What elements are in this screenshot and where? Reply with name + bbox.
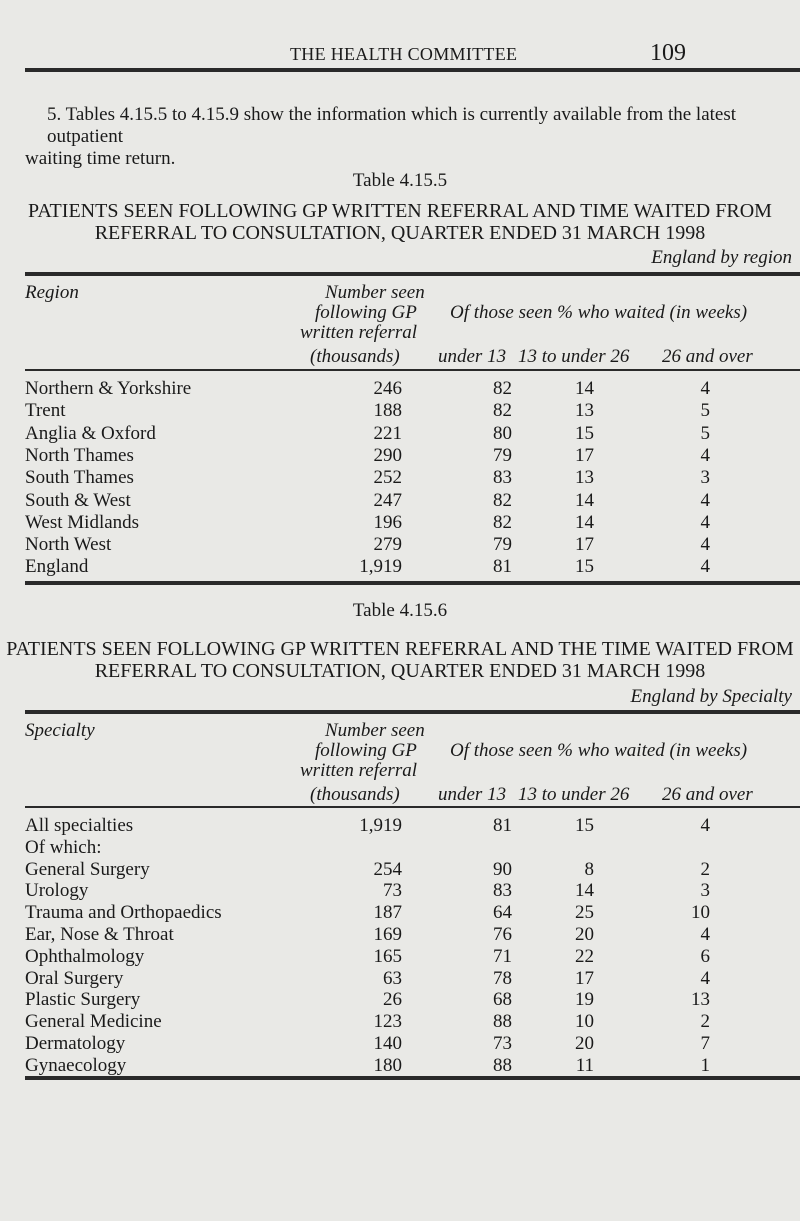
row-under-13: 76: [493, 924, 512, 945]
table2-top-rule: [25, 710, 800, 714]
row-number-seen: 63: [383, 967, 402, 989]
table1-col-number-3: written referral: [300, 322, 417, 343]
table2-heading-line-1: PATIENTS SEEN FOLLOWING GP WRITTEN REFERRAL AND THE TIME WAITED FROM: [6, 638, 794, 660]
row-26-and-over: 3: [700, 880, 710, 902]
row-under-13: 79: [493, 444, 512, 466]
table1-col-number-unit: (thousands): [310, 346, 400, 367]
row-26-and-over: 7: [700, 1033, 710, 1054]
row-13-to-26: 14: [575, 489, 594, 511]
table1-col-region: Region: [25, 282, 79, 303]
row-label: Plastic Surgery: [25, 989, 141, 1011]
row-13-to-26: 8: [584, 858, 594, 880]
row-label: Ophthalmology: [25, 945, 145, 967]
header-rule: [25, 68, 800, 72]
row-number-seen: 246: [373, 378, 402, 399]
row-label: North West: [25, 534, 112, 556]
intro-line-1: 5. Tables 4.15.5 to 4.15.9 show the information which is currently available from the latest outpatient: [47, 104, 737, 147]
row-number-seen: 254: [373, 858, 402, 880]
row-number-seen: 188: [373, 400, 402, 422]
row-label: South & West: [25, 489, 131, 511]
row-number-seen: 165: [373, 945, 402, 967]
row-under-13: 81: [493, 815, 512, 836]
page-number: 109: [650, 40, 686, 66]
row-number-seen: 221: [373, 422, 402, 444]
row-number-seen: 180: [373, 1054, 402, 1076]
table1-col-number-1: Number seen: [325, 282, 425, 303]
row-number-seen: 187: [373, 902, 402, 924]
table2-col-number-3: written referral: [300, 760, 417, 781]
row-label: Gynaecology: [25, 1054, 127, 1076]
table1-bottom-rule: [25, 581, 800, 585]
row-13-to-26: 22: [575, 945, 594, 967]
row-number-seen: 123: [373, 1011, 402, 1033]
row-under-13: 88: [493, 1011, 512, 1033]
row-label: General Medicine: [25, 1011, 162, 1033]
row-label: Ear, Nose & Throat: [25, 924, 174, 945]
row-26-and-over: 4: [700, 967, 710, 989]
table1-heading: [0, 200, 800, 244]
running-header: [0, 40, 800, 70]
row-under-13: 82: [493, 489, 512, 511]
table2-heading-line-2: REFERRAL TO CONSULTATION, QUARTER ENDED 31 MARCH 1998: [94, 660, 706, 682]
row-number-seen: 290: [373, 444, 402, 466]
row-number-seen: 196: [373, 511, 402, 533]
row-26-and-over: 5: [700, 400, 710, 422]
row-26-and-over: 4: [700, 924, 710, 945]
row-13-to-26: 17: [575, 444, 594, 466]
row-label: North Thames: [25, 444, 134, 466]
row-label: Anglia & Oxford: [25, 422, 156, 444]
row-label: Trent: [25, 400, 66, 422]
table2-label: Table 4.15.6: [352, 600, 448, 621]
row-13-to-26: 20: [575, 1033, 594, 1054]
table1-heading-line-1: PATIENTS SEEN FOLLOWING GP WRITTEN REFERRAL AND TIME WAITED FROM: [28, 200, 772, 222]
row-26-and-over: 4: [700, 378, 710, 399]
table2-col-number-1: Number seen: [325, 720, 425, 741]
row-number-seen: 26: [383, 989, 402, 1011]
row-number-seen: 1,919: [359, 815, 402, 836]
row-number-seen: 73: [383, 880, 402, 902]
intro-line-2: waiting time return.: [25, 148, 176, 169]
table1-heading-line-2: REFERRAL TO CONSULTATION, QUARTER ENDED 31 MARCH 1998: [94, 222, 706, 244]
row-26-and-over: 6: [700, 945, 710, 967]
row-number-seen: 169: [373, 924, 402, 945]
row-under-13: 71: [493, 945, 512, 967]
row-label: England: [25, 556, 89, 578]
row-label: General Surgery: [25, 858, 150, 880]
intro-paragraph: [25, 104, 795, 170]
table2-col-number-2: following GP: [315, 740, 417, 761]
row-label: South Thames: [25, 467, 134, 489]
row-26-and-over: 4: [700, 444, 710, 466]
row-26-and-over: 10: [691, 902, 710, 924]
row-13-to-26: 14: [575, 880, 594, 902]
row-13-to-26: 15: [575, 422, 594, 444]
table2-col-specialty: Specialty: [25, 720, 95, 741]
row-13-to-26: 15: [575, 556, 594, 578]
row-under-13: 82: [493, 511, 512, 533]
row-26-and-over: 2: [700, 858, 710, 880]
row-under-13: 90: [493, 858, 512, 880]
row-number-seen: 252: [373, 467, 402, 489]
row-under-13: 68: [493, 989, 512, 1011]
row-26-and-over: 4: [700, 511, 710, 533]
table2-col-13to26: 13 to under 26: [518, 784, 630, 805]
row-under-13: 79: [493, 534, 512, 556]
row-13-to-26: 14: [575, 511, 594, 533]
row-26-and-over: 3: [700, 467, 710, 489]
row-26-and-over: 13: [691, 989, 710, 1011]
row-label: Northern & Yorkshire: [25, 378, 192, 399]
row-number-seen: 279: [373, 534, 402, 556]
table2-col-group: Of those seen % who waited (in weeks): [450, 740, 748, 761]
row-label: Oral Surgery: [25, 967, 124, 989]
table2-bottom-rule: [25, 1076, 800, 1080]
row-label: All specialties: [25, 815, 134, 836]
table1-col-13to26: 13 to under 26: [518, 346, 630, 367]
row-13-to-26: 15: [575, 815, 594, 836]
row-13-to-26: 17: [575, 534, 594, 556]
row-under-13: 81: [493, 556, 512, 578]
row-label: Of which:: [25, 836, 102, 858]
row-number-seen: 140: [373, 1033, 402, 1054]
row-26-and-over: 2: [700, 1011, 710, 1033]
row-label: West Midlands: [25, 511, 140, 533]
row-number-seen: 1,919: [359, 556, 402, 578]
row-26-and-over: 4: [700, 556, 710, 578]
table1-col-group: Of those seen % who waited (in weeks): [450, 302, 748, 323]
row-under-13: 73: [493, 1033, 512, 1054]
row-label: Trauma and Orthopaedics: [25, 902, 222, 924]
row-under-13: 83: [493, 880, 512, 902]
table2-heading: [0, 638, 800, 682]
table1-col-26over: 26 and over: [662, 346, 753, 367]
table1-header-rule: [25, 369, 800, 371]
table2-col-number-unit: (thousands): [310, 784, 400, 805]
row-label: Urology: [25, 880, 89, 902]
row-13-to-26: 17: [575, 967, 594, 989]
row-13-to-26: 13: [575, 400, 594, 422]
row-13-to-26: 20: [575, 924, 594, 945]
row-13-to-26: 25: [575, 902, 594, 924]
row-under-13: 82: [493, 378, 512, 399]
table1-top-rule: [25, 272, 800, 276]
row-13-to-26: 14: [575, 378, 594, 399]
row-26-and-over: 5: [700, 422, 710, 444]
row-under-13: 78: [493, 967, 512, 989]
row-under-13: 82: [493, 400, 512, 422]
table2-col-under13: under 13: [438, 784, 507, 805]
row-number-seen: 247: [373, 489, 402, 511]
row-13-to-26: 11: [575, 1054, 594, 1076]
row-13-to-26: 13: [575, 467, 594, 489]
row-label: Dermatology: [25, 1033, 126, 1054]
row-under-13: 83: [493, 467, 512, 489]
table1-subheading: England by region: [651, 247, 792, 268]
table2-col-26over: 26 and over: [662, 784, 753, 805]
table2-subheading: England by Specialty: [630, 686, 792, 707]
table1-label: Table 4.15.5: [352, 170, 448, 191]
table1-col-number-2: following GP: [315, 302, 417, 323]
table1-col-under13: under 13: [438, 346, 507, 367]
table2-header-rule: [25, 806, 800, 808]
row-13-to-26: 10: [575, 1011, 594, 1033]
row-26-and-over: 4: [700, 815, 710, 836]
row-under-13: 80: [493, 422, 512, 444]
row-under-13: 88: [493, 1054, 512, 1076]
row-13-to-26: 19: [575, 989, 594, 1011]
row-26-and-over: 1: [700, 1054, 710, 1076]
running-title: THE HEALTH COMMITTEE: [290, 44, 518, 64]
row-under-13: 64: [493, 902, 512, 924]
row-26-and-over: 4: [700, 534, 710, 556]
row-26-and-over: 4: [700, 489, 710, 511]
